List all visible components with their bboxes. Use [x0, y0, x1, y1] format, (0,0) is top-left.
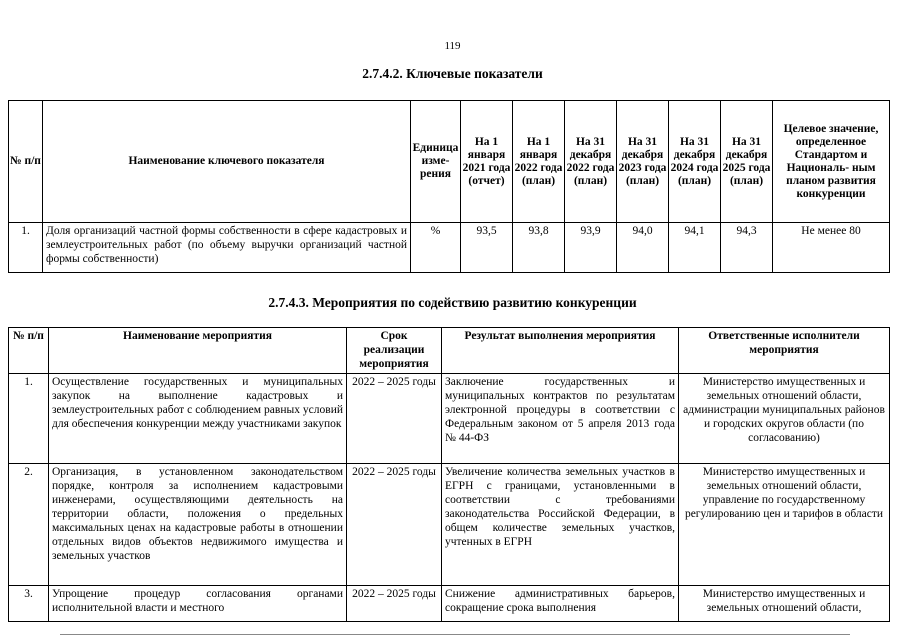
kpi-header-row: [9, 101, 890, 223]
event-term: 2022 – 2025 годы: [347, 586, 442, 622]
kpi-header-2025: На 31 декабря 2025 года (план): [721, 101, 773, 223]
event-num: 1.: [9, 374, 49, 464]
event-name: Организация, в установленном законодательством порядке, контроля за исполнением кадастровыми инженерами, осуществляющими деятельность на территории области, положения о предельных максимальных ценах на кадастровые работы в отношении отдельных видов объектов недвижимого имущества и земельных участков: [49, 464, 347, 586]
kpi-header-target: Целевое значение, определенное Стандартом и Националь- ным планом развития конкуренции: [773, 101, 890, 223]
kpi-header-2022-dec: На 31 декабря 2022 года (план): [565, 101, 617, 223]
events-header-num: № п/п: [9, 328, 49, 374]
events-section-title: 2.7.4.3. Мероприятия по содействию развитию конкуренции: [268, 295, 637, 310]
event-term: 2022 – 2025 годы: [347, 464, 442, 586]
event-name: Осуществление государственных и муниципальных закупок на выполнение кадастровых и землеустроительных работ с соблюдением равных условий для обеспечения конкуренции между участниками закупок: [49, 374, 347, 464]
kpi-section-title: 2.7.4.2. Ключевые показатели: [362, 66, 543, 81]
event-responsible: Министерство имущественных и земельных отношений области, администрации муниципальных районов и городских округов области (по согласованию): [679, 374, 890, 464]
table-row: [9, 223, 890, 273]
events-table: [8, 327, 890, 622]
kpi-row-unit: %: [411, 223, 461, 273]
kpi-row-name: Доля организаций частной формы собственности в сфере кадастровых и землеустроительных работ (по объему выручки организаций частной формы собственности): [43, 223, 411, 273]
page-number: 119: [444, 40, 461, 52]
event-result: Увеличение количества земельных участков в ЕГРН с границами, установленными в соответствии с требованиями законодательства Российской Федерации, в общем количестве земельных участков, учтенных в ЕГРН: [442, 464, 679, 586]
kpi-header-unit: Единица изме- рения: [411, 101, 461, 223]
kpi-row-target: Не менее 80: [773, 223, 890, 273]
kpi-row-value-2022-dec: 93,9: [565, 223, 617, 273]
kpi-table: [8, 100, 890, 273]
kpi-header-2021: На 1 января 2021 года (отчет): [461, 101, 513, 223]
kpi-row-value-2023: 94,0: [617, 223, 669, 273]
kpi-row-value-2025: 94,3: [721, 223, 773, 273]
kpi-header-2024: На 31 декабря 2024 года (план): [669, 101, 721, 223]
event-num: 3.: [9, 586, 49, 622]
table-row: [9, 586, 890, 622]
event-responsible: Министерство имущественных и земельных отношений области, управление по государственному регулированию цен и тарифов в области: [679, 464, 890, 586]
events-header-term: Срок реализации мероприятия: [347, 328, 442, 374]
event-result: Снижение административных барьеров, сокращение срока выполнения: [442, 586, 679, 622]
event-term: 2022 – 2025 годы: [347, 374, 442, 464]
page-bottom-divider: [60, 634, 850, 635]
events-header-responsible: Ответственные исполнители мероприятия: [679, 328, 890, 374]
event-name: Упрощение процедур согласования органами исполнительной власти и местного: [49, 586, 347, 622]
kpi-header-num: № п/п: [9, 101, 43, 223]
table-row: [9, 464, 890, 586]
kpi-header-2022-jan: На 1 января 2022 года (план): [513, 101, 565, 223]
kpi-row-value-2024: 94,1: [669, 223, 721, 273]
table-row: [9, 374, 890, 464]
event-responsible: Министерство имущественных и земельных отношений области,: [679, 586, 890, 622]
events-header-row: [9, 328, 890, 374]
events-header-result: Результат выполнения мероприятия: [442, 328, 679, 374]
kpi-row-value-2022-jan: 93,8: [513, 223, 565, 273]
event-num: 2.: [9, 464, 49, 586]
kpi-header-name: Наименование ключевого показателя: [43, 101, 411, 223]
event-result: Заключение государственных и муниципальных контрактов по результатам электронной процедуры в соответствии с Федеральным законом от 5 апреля 2013 года № 44-ФЗ: [442, 374, 679, 464]
events-header-name: Наименование мероприятия: [49, 328, 347, 374]
kpi-row-num: 1.: [9, 223, 43, 273]
kpi-row-value-2021: 93,5: [461, 223, 513, 273]
kpi-header-2023: На 31 декабря 2023 года (план): [617, 101, 669, 223]
